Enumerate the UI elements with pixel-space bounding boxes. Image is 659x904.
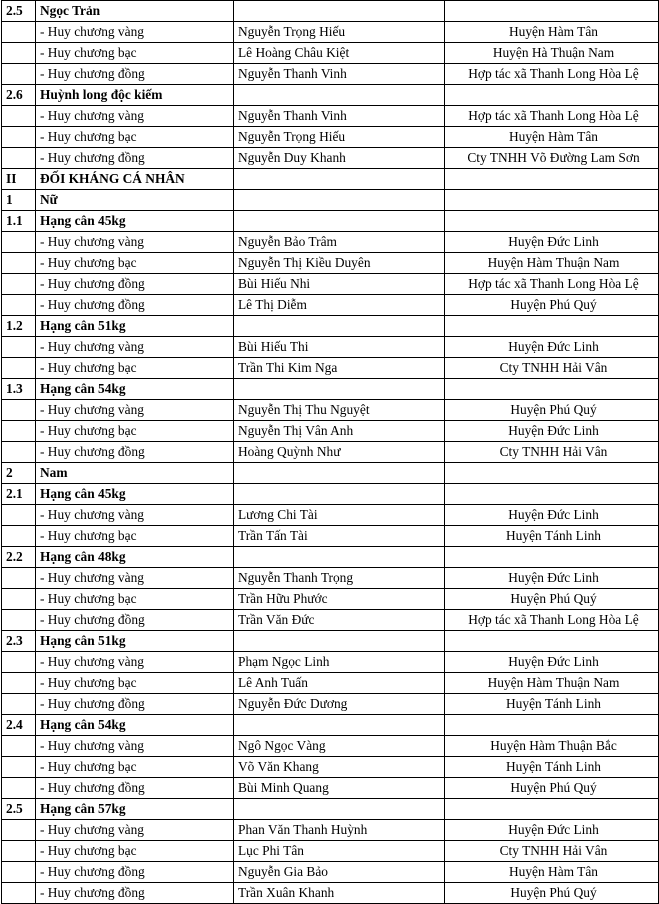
empty-cell (2, 652, 36, 673)
medal-category: - Huy chương bạc (36, 421, 234, 442)
athlete-name: Hoàng Quỳnh Như (234, 442, 445, 463)
medal-entry-row (2, 127, 659, 148)
athlete-name: Trần Tấn Tài (234, 526, 445, 547)
medal-category: - Huy chương bạc (36, 589, 234, 610)
athlete-name: Nguyễn Trọng Hiếu (234, 127, 445, 148)
empty-cell (445, 484, 659, 505)
unit-name: Huyện Đức Linh (445, 337, 659, 358)
empty-cell (445, 463, 659, 484)
medal-category: - Huy chương vàng (36, 337, 234, 358)
athlete-name: Trần Văn Đức (234, 610, 445, 631)
unit-name: Huyện Đức Linh (445, 652, 659, 673)
section-number: 2.3 (2, 631, 36, 652)
unit-name: Huyện Tánh Linh (445, 694, 659, 715)
athlete-name: Võ Văn Khang (234, 757, 445, 778)
medal-entry-row (2, 106, 659, 127)
empty-cell (2, 337, 36, 358)
empty-cell (234, 379, 445, 400)
medal-category: - Huy chương đồng (36, 610, 234, 631)
section-title: Hạng cân 54kg (36, 379, 234, 400)
medal-entry-row (2, 295, 659, 316)
medal-category: - Huy chương bạc (36, 526, 234, 547)
section-title: Hạng cân 51kg (36, 316, 234, 337)
athlete-name: Nguyễn Thanh Vinh (234, 106, 445, 127)
unit-name: Hợp tác xã Thanh Long Hòa Lệ (445, 64, 659, 85)
medal-entry-row (2, 820, 659, 841)
empty-cell (2, 253, 36, 274)
section-title: Hạng cân 48kg (36, 547, 234, 568)
section-number: 1.1 (2, 211, 36, 232)
medal-entry-row (2, 64, 659, 85)
section-title: Hạng cân 45kg (36, 211, 234, 232)
empty-cell (2, 22, 36, 43)
section-number: 2.6 (2, 85, 36, 106)
athlete-name: Bùi Hiếu Thi (234, 337, 445, 358)
medal-category: - Huy chương đồng (36, 274, 234, 295)
empty-cell (445, 211, 659, 232)
empty-cell (234, 799, 445, 820)
empty-cell (234, 85, 445, 106)
section-header-row (2, 799, 659, 820)
medal-category: - Huy chương đồng (36, 148, 234, 169)
medal-category: - Huy chương vàng (36, 568, 234, 589)
medal-entry-row (2, 757, 659, 778)
empty-cell (445, 631, 659, 652)
medal-entry-row (2, 673, 659, 694)
unit-name: Huyện Hàm Thuận Nam (445, 253, 659, 274)
empty-cell (234, 715, 445, 736)
athlete-name: Nguyễn Thanh Trọng (234, 568, 445, 589)
empty-cell (2, 694, 36, 715)
unit-name: Hợp tác xã Thanh Long Hòa Lệ (445, 274, 659, 295)
section-header-row (2, 316, 659, 337)
section-title: Hạng cân 57kg (36, 799, 234, 820)
unit-name: Cty TNHH Võ Đường Lam Sơn (445, 148, 659, 169)
section-number: 1 (2, 190, 36, 211)
unit-name: Huyện Hàm Thuận Nam (445, 673, 659, 694)
medal-category: - Huy chương đồng (36, 883, 234, 904)
empty-cell (2, 421, 36, 442)
athlete-name: Lục Phi Tân (234, 841, 445, 862)
athlete-name: Ngô Ngọc Vàng (234, 736, 445, 757)
medal-entry-row (2, 442, 659, 463)
medal-category: - Huy chương vàng (36, 505, 234, 526)
medal-category: - Huy chương bạc (36, 127, 234, 148)
empty-cell (2, 820, 36, 841)
athlete-name: Nguyễn Trọng Hiếu (234, 22, 445, 43)
unit-name: Cty TNHH Hải Vân (445, 358, 659, 379)
unit-name: Huyện Phú Quý (445, 883, 659, 904)
section-title: Huỳnh long độc kiếm (36, 85, 234, 106)
athlete-name: Bùi Hiếu Nhi (234, 274, 445, 295)
empty-cell (2, 442, 36, 463)
medal-entry-row (2, 778, 659, 799)
section-number: 2 (2, 463, 36, 484)
medal-category: - Huy chương đồng (36, 442, 234, 463)
section-title: Hạng cân 45kg (36, 484, 234, 505)
section-title: Nữ (36, 190, 234, 211)
medal-entry-row (2, 841, 659, 862)
unit-name: Huyện Phú Quý (445, 589, 659, 610)
medal-entry-row (2, 337, 659, 358)
athlete-name: Nguyễn Gia Bảo (234, 862, 445, 883)
section-header-row (2, 379, 659, 400)
section-title: Ngọc Trản (36, 1, 234, 22)
empty-cell (234, 463, 445, 484)
section-number: 1.3 (2, 379, 36, 400)
athlete-name: Phan Văn Thanh Huỳnh (234, 820, 445, 841)
section-header-row (2, 190, 659, 211)
empty-cell (234, 211, 445, 232)
empty-cell (2, 862, 36, 883)
athlete-name: Nguyễn Thanh Vinh (234, 64, 445, 85)
empty-cell (445, 799, 659, 820)
section-header-row (2, 463, 659, 484)
medal-category: - Huy chương đồng (36, 64, 234, 85)
section-header-row (2, 484, 659, 505)
empty-cell (2, 295, 36, 316)
empty-cell (2, 841, 36, 862)
section-header-row (2, 85, 659, 106)
empty-cell (2, 274, 36, 295)
medal-category: - Huy chương bạc (36, 253, 234, 274)
empty-cell (234, 1, 445, 22)
empty-cell (234, 547, 445, 568)
empty-cell (2, 148, 36, 169)
medal-category: - Huy chương vàng (36, 652, 234, 673)
empty-cell (2, 526, 36, 547)
unit-name: Huyện Hàm Tân (445, 862, 659, 883)
empty-cell (2, 778, 36, 799)
medal-category: - Huy chương đồng (36, 694, 234, 715)
empty-cell (445, 379, 659, 400)
athlete-name: Lương Chi Tài (234, 505, 445, 526)
section-number: 2.5 (2, 1, 36, 22)
empty-cell (2, 673, 36, 694)
empty-cell (2, 883, 36, 904)
section-header-row (2, 211, 659, 232)
medal-entry-row (2, 148, 659, 169)
medal-category: - Huy chương bạc (36, 841, 234, 862)
empty-cell (445, 715, 659, 736)
results-table (1, 0, 659, 904)
unit-name: Huyện Tánh Linh (445, 757, 659, 778)
empty-cell (445, 85, 659, 106)
unit-name: Hợp tác xã Thanh Long Hòa Lệ (445, 610, 659, 631)
section-number: 2.1 (2, 484, 36, 505)
empty-cell (234, 484, 445, 505)
medal-entry-row (2, 736, 659, 757)
section-header-row (2, 715, 659, 736)
section-number: 2.4 (2, 715, 36, 736)
empty-cell (445, 169, 659, 190)
empty-cell (2, 106, 36, 127)
unit-name: Huyện Đức Linh (445, 568, 659, 589)
unit-name: Huyện Đức Linh (445, 505, 659, 526)
section-title: Hạng cân 54kg (36, 715, 234, 736)
section-number: 2.2 (2, 547, 36, 568)
unit-name: Huyện Hàm Tân (445, 22, 659, 43)
medal-entry-row (2, 589, 659, 610)
empty-cell (2, 358, 36, 379)
empty-cell (234, 631, 445, 652)
empty-cell (2, 757, 36, 778)
section-title: ĐỐI KHÁNG CÁ NHÂN (36, 169, 234, 190)
medal-category: - Huy chương vàng (36, 736, 234, 757)
medal-entry-row (2, 253, 659, 274)
empty-cell (234, 316, 445, 337)
empty-cell (234, 190, 445, 211)
section-title: Hạng cân 51kg (36, 631, 234, 652)
medal-entry-row (2, 610, 659, 631)
athlete-name: Lê Anh Tuấn (234, 673, 445, 694)
empty-cell (2, 127, 36, 148)
medal-category: - Huy chương vàng (36, 232, 234, 253)
medal-entry-row (2, 421, 659, 442)
medal-category: - Huy chương vàng (36, 820, 234, 841)
empty-cell (445, 190, 659, 211)
section-header-row (2, 547, 659, 568)
unit-name: Cty TNHH Hải Vân (445, 442, 659, 463)
athlete-name: Nguyễn Đức Dương (234, 694, 445, 715)
medal-entry-row (2, 862, 659, 883)
medal-category: - Huy chương đồng (36, 295, 234, 316)
unit-name: Cty TNHH Hải Vân (445, 841, 659, 862)
athlete-name: Nguyễn Thị Kiều Duyên (234, 253, 445, 274)
medal-category: - Huy chương bạc (36, 673, 234, 694)
athlete-name: Nguyễn Thị Vân Anh (234, 421, 445, 442)
results-table-body (2, 1, 659, 904)
athlete-name: Trần Thi Kim Nga (234, 358, 445, 379)
athlete-name: Bùi Minh Quang (234, 778, 445, 799)
medal-entry-row (2, 505, 659, 526)
section-number: II (2, 169, 36, 190)
empty-cell (2, 568, 36, 589)
athlete-name: Lê Thị Diễm (234, 295, 445, 316)
unit-name: Huyện Đức Linh (445, 421, 659, 442)
medal-entry-row (2, 883, 659, 904)
empty-cell (2, 589, 36, 610)
athlete-name: Trần Xuân Khanh (234, 883, 445, 904)
medal-entry-row (2, 358, 659, 379)
section-number: 1.2 (2, 316, 36, 337)
empty-cell (2, 43, 36, 64)
medal-category: - Huy chương đồng (36, 778, 234, 799)
section-header-row (2, 1, 659, 22)
medal-entry-row (2, 22, 659, 43)
medal-category: - Huy chương vàng (36, 400, 234, 421)
athlete-name: Trần Hữu Phước (234, 589, 445, 610)
medal-entry-row (2, 526, 659, 547)
empty-cell (2, 505, 36, 526)
unit-name: Huyện Hàm Thuận Bắc (445, 736, 659, 757)
athlete-name: Phạm Ngọc Linh (234, 652, 445, 673)
unit-name: Huyện Phú Quý (445, 400, 659, 421)
unit-name: Huyện Tánh Linh (445, 526, 659, 547)
medal-entry-row (2, 43, 659, 64)
empty-cell (2, 610, 36, 631)
medal-category: - Huy chương bạc (36, 757, 234, 778)
medal-entry-row (2, 232, 659, 253)
section-header-row (2, 631, 659, 652)
empty-cell (445, 316, 659, 337)
medal-category: - Huy chương vàng (36, 22, 234, 43)
athlete-name: Lê Hoàng Châu Kiệt (234, 43, 445, 64)
unit-name: Huyện Phú Quý (445, 778, 659, 799)
empty-cell (234, 169, 445, 190)
empty-cell (445, 547, 659, 568)
unit-name: Huyện Hàm Tân (445, 127, 659, 148)
unit-name: Huyện Đức Linh (445, 820, 659, 841)
medal-category: - Huy chương bạc (36, 358, 234, 379)
unit-name: Hợp tác xã Thanh Long Hòa Lệ (445, 106, 659, 127)
medal-entry-row (2, 400, 659, 421)
medal-entry-row (2, 274, 659, 295)
medal-entry-row (2, 568, 659, 589)
medal-entry-row (2, 652, 659, 673)
empty-cell (2, 400, 36, 421)
athlete-name: Nguyễn Duy Khanh (234, 148, 445, 169)
medal-entry-row (2, 694, 659, 715)
unit-name: Huyện Hà Thuận Nam (445, 43, 659, 64)
section-header-row (2, 169, 659, 190)
unit-name: Huyện Đức Linh (445, 232, 659, 253)
medal-category: - Huy chương bạc (36, 43, 234, 64)
section-number: 2.5 (2, 799, 36, 820)
empty-cell (2, 64, 36, 85)
empty-cell (2, 736, 36, 757)
empty-cell (2, 232, 36, 253)
athlete-name: Nguyễn Bảo Trâm (234, 232, 445, 253)
section-title: Nam (36, 463, 234, 484)
athlete-name: Nguyễn Thị Thu Nguyệt (234, 400, 445, 421)
medal-category: - Huy chương đồng (36, 862, 234, 883)
medal-category: - Huy chương vàng (36, 106, 234, 127)
empty-cell (445, 1, 659, 22)
unit-name: Huyện Phú Quý (445, 295, 659, 316)
